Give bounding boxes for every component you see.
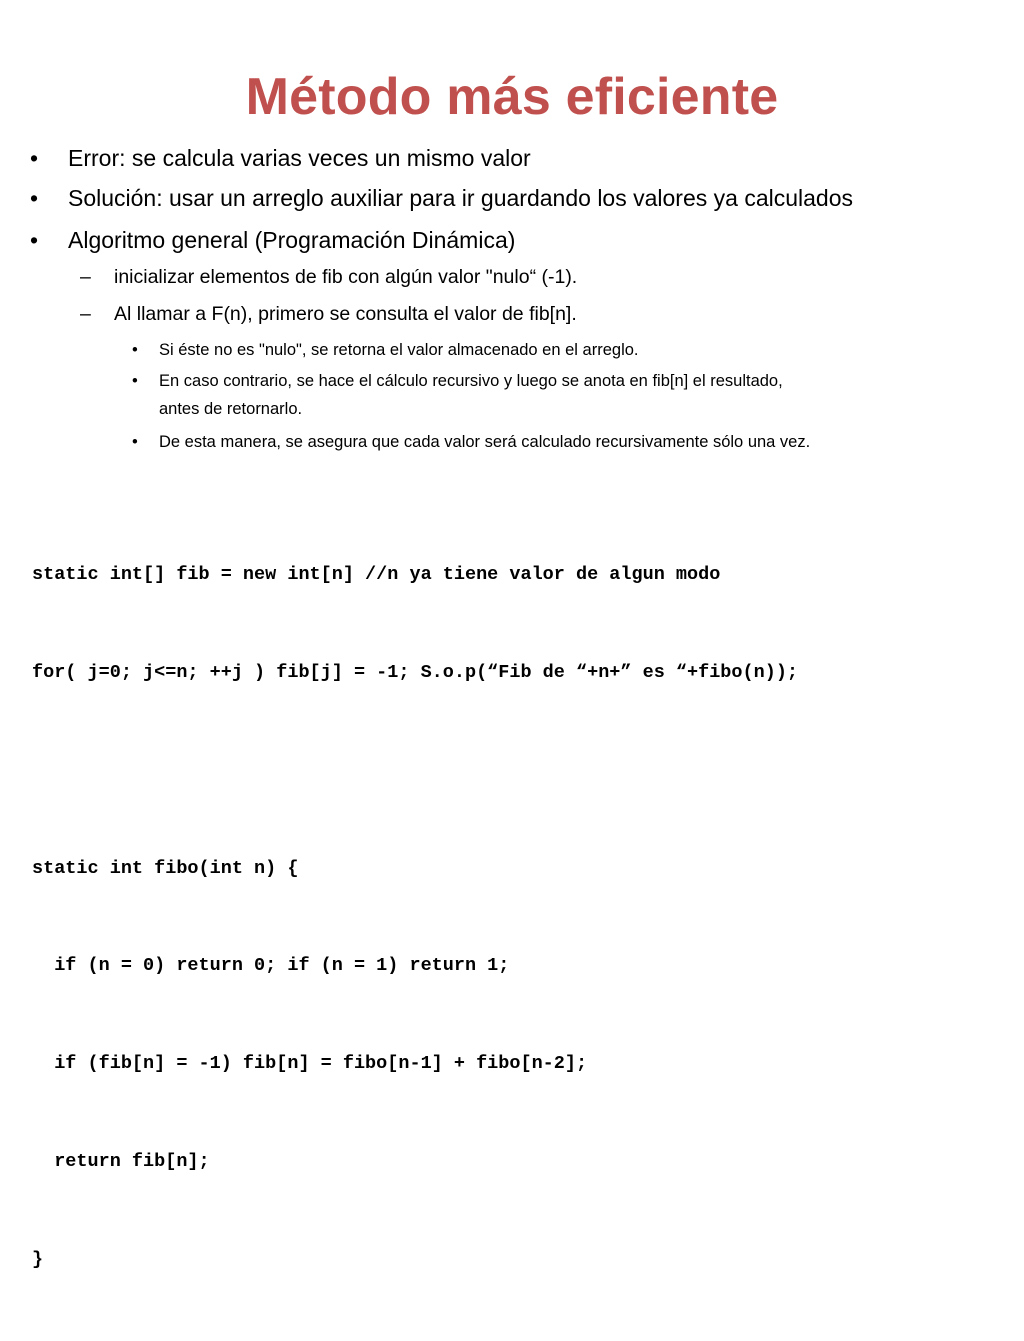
bullet-marker: • [132,341,138,359]
code-line: } [32,1248,44,1270]
code-line: static int[] fib = new int[n] //n ya tiene valor de algun modo [32,564,721,586]
bullet-text: Solución: usar un arreglo auxiliar para ir guardando los valores ya calculados [68,185,853,211]
dash-marker: – [80,266,91,288]
sub-sub-bullet-text: En caso contrario, se hace el cálculo recursivo y luego se anota en fib[n] el resultado, [159,372,783,390]
code-line: static int fibo(int n) { [32,857,299,879]
dash-marker: – [80,303,91,325]
slide-title: Método más eficiente [245,68,779,126]
code-line: for( j=0; j<=n; ++j ) fib[j] = -1; S.o.p(“Fib de “+n+” es “+fibo(n)); [32,661,799,683]
sub-sub-bullet-text: antes de retornarlo. [159,400,303,418]
sub-bullet-text: inicializar elementos de fib con algún valor "nulo“ (-1). [114,266,578,288]
bullet-marker: • [132,372,138,390]
bullet-text: Error: se calcula varias veces un mismo valor [68,145,531,171]
sub-sub-bullet-text: Si éste no es "nulo", se retorna el valor almacenado en el arreglo. [159,341,639,359]
code-block [32,494,798,1341]
code-line: if (fib[n] = -1) fib[n] = fibo[n-1] + fibo[n-2]; [32,1053,588,1075]
bullet-marker: • [30,227,39,253]
code-line: if (n = 0) return 0; if (n = 1) return 1; [32,955,510,977]
sub-bullet-text: Al llamar a F(n), primero se consulta el valor de fib[n]. [114,303,577,325]
bullet-marker: • [30,145,39,171]
bullet-marker: • [132,433,138,451]
code-line: return fib[n]; [32,1150,210,1172]
code-line [32,755,798,788]
bullet-text: Algoritmo general (Programación Dinámica) [68,227,516,253]
sub-sub-bullet-text: De esta manera, se asegura que cada valor será calculado recursivamente sólo una vez. [159,433,811,451]
bullet-marker: • [30,185,39,211]
